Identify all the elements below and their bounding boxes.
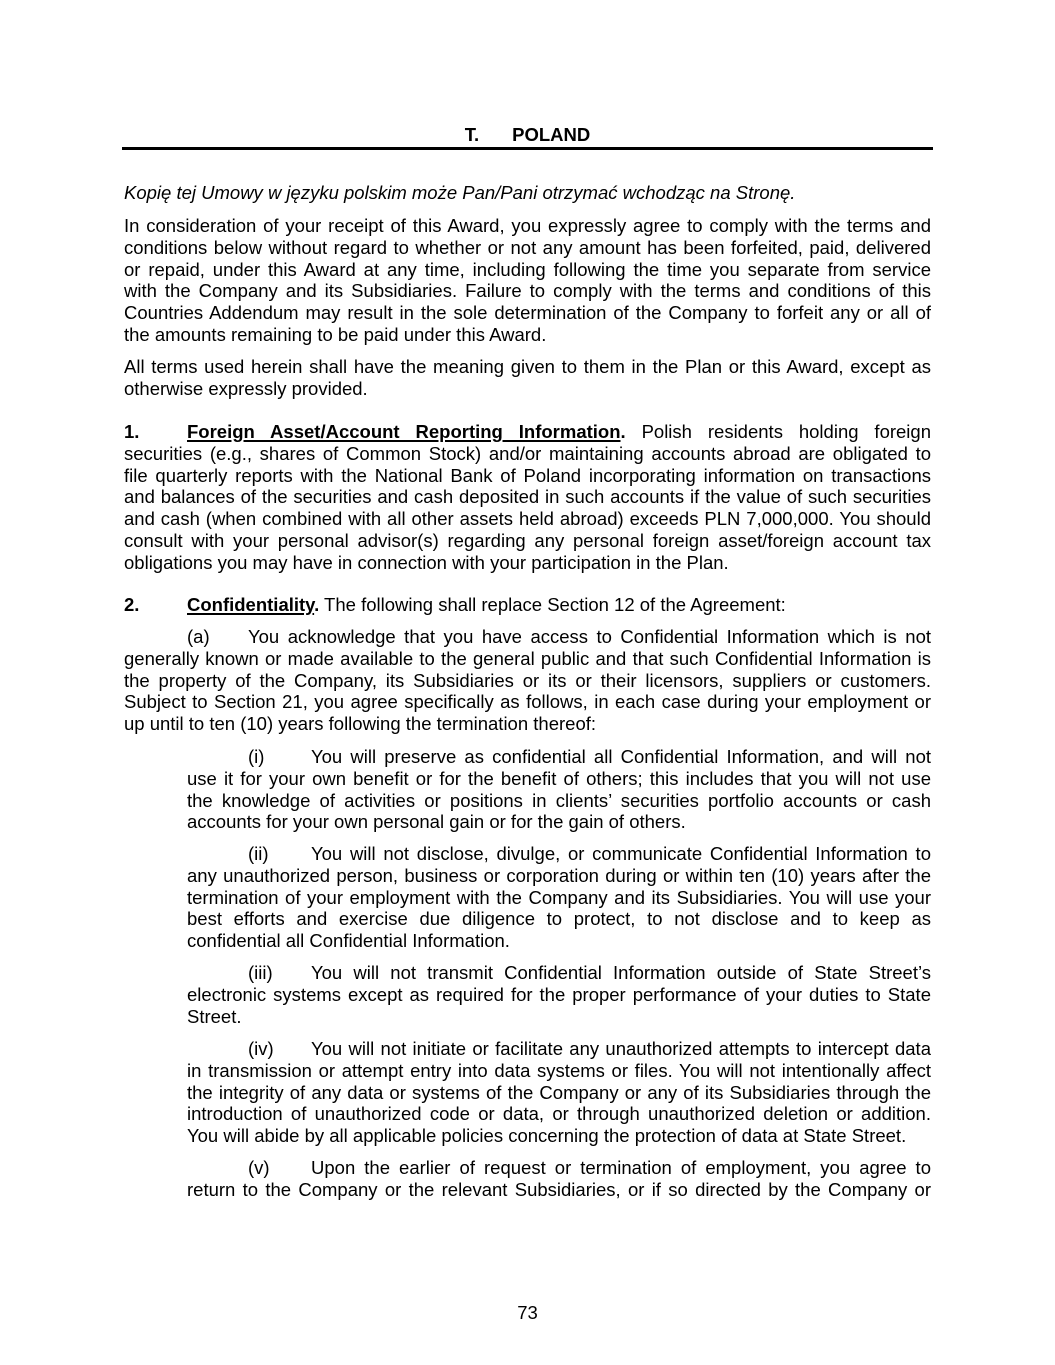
text-line: securities (e.g., shares of Common Stock) and/or maintaining accounts abroad are obligated to: [124, 442, 931, 464]
text-line: otherwise expressly provided.: [124, 377, 368, 399]
clause-lead-text: You will not transmit Confidential Information outside of State Street’s: [311, 962, 931, 983]
clause-label: (iii): [248, 962, 273, 983]
text-line: Subject to Section 21, you agree specifically as follows, in each case during your employment or: [124, 691, 931, 713]
text-line: up until to ten (10) years following the termination thereof:: [124, 713, 597, 735]
text-line: introduction of unauthorized code or data, or through unauthorized deletion or addition.: [187, 1103, 931, 1125]
text-line: any unauthorized person, business or corporation during or within ten (10) years after the: [187, 864, 931, 886]
text-line: conditions below without regard to whether or not any amount has been forfeited, paid, delivered: [124, 236, 931, 258]
text-line: and balances of the securities and cash deposited in such accounts if the value of such securities: [124, 486, 931, 508]
text-line: return to the Company or the relevant Subsidiaries, or if so directed by the Company or: [187, 1178, 931, 1200]
text-line: [187, 1157, 931, 1179]
section-heading: [0, 124, 1055, 146]
text-line: [187, 843, 931, 865]
text-line: Street.: [187, 1005, 242, 1027]
clause-label: (i): [248, 746, 265, 767]
clause-lead-text: You will not disclose, divulge, or communicate Confidential Information to: [311, 843, 931, 864]
text-line: in transmission or attempt entry into data systems or files. You will not intentionally affect: [187, 1059, 931, 1081]
text-line: In consideration of your receipt of this Award, you expressly agree to comply with the terms and: [124, 215, 931, 236]
clause-label: (iv): [248, 1038, 274, 1059]
text-line: best efforts and exercise due diligence to protect, to not disclose and to keep as: [187, 908, 931, 930]
text-line: generally known or made available to the general public and that such Confidential Information is: [124, 647, 931, 669]
text-line: All terms used herein shall have the meaning given to them in the Plan or this Award, except as: [124, 356, 931, 377]
text-line: [124, 626, 931, 648]
text-line: the amounts remaining to be paid under this Award.: [124, 323, 547, 345]
section-lead-text: Polish residents holding foreign: [625, 421, 931, 442]
sub-clause-v: [187, 1157, 931, 1201]
terms-paragraph: [124, 356, 931, 400]
heading-letter: T.: [464, 124, 480, 145]
section-number: 1.: [124, 421, 140, 442]
text-line: the knowledge of activities or positions in clients’ securities portfolio accounts or cash: [187, 789, 931, 811]
consideration-paragraph: [124, 215, 931, 346]
section-title-period: .: [620, 421, 626, 442]
page-number: 73: [517, 1302, 538, 1323]
section-2: [124, 594, 931, 616]
text-line: [187, 962, 931, 984]
heading-country: POLAND: [512, 124, 591, 145]
text-line: or repaid, under this Award at any time, including following the time you separate from service: [124, 258, 931, 280]
clause-lead-text: You will not initiate or facilitate any unauthorized attempts to intercept data: [311, 1038, 931, 1059]
text-line: consult with your personal advisor(s) regarding any personal foreign asset/foreign account tax: [124, 529, 931, 551]
sub-clause-ii: [187, 843, 931, 952]
text-line: the property of the Company, its Subsidiaries or its or their licensors, suppliers or customers.: [124, 669, 931, 691]
clause-label: (v): [248, 1157, 270, 1178]
text-line: the integrity of any data or systems of the Company or any of its Subsidiaries through the: [187, 1081, 931, 1103]
section-lead-text: The following shall replace Section 12 of the Agreement:: [319, 594, 786, 615]
section-title: [187, 594, 319, 615]
text-line: termination of your employment with the Company and its Subsidiaries. You will use your: [187, 886, 931, 908]
text-line: [187, 746, 931, 768]
text-line: [124, 594, 931, 616]
text-line: and cash (when combined with all other assets held abroad) exceeds PLN 7,000,000. You should: [124, 508, 931, 530]
section-number: 2.: [124, 594, 140, 615]
clause-label: (ii): [248, 843, 269, 864]
clause-label: (a): [187, 626, 210, 647]
heading-rule: [122, 147, 933, 150]
text-line: Kopię tej Umowy w języku polskim może Pan/Pani otrzymać wchodząc na Stronę.: [124, 182, 796, 203]
sub-clause-i: [187, 746, 931, 833]
clause-lead-text: You acknowledge that you have access to Confidential Information which is not: [248, 626, 931, 647]
text-line: file quarterly reports with the National Bank of Poland incorporating information on transactions: [124, 464, 931, 486]
section-title-text: Confidentiality: [187, 594, 315, 615]
sub-clause-iii: [187, 962, 931, 1027]
text-line: with the Company and its Subsidiaries. Failure to comply with the terms and conditions of this: [124, 280, 931, 302]
clause-lead-text: Upon the earlier of request or termination of employment, you agree to: [311, 1157, 931, 1178]
text-line: accounts for your own personal gain or for the gain of others.: [187, 811, 686, 833]
polish-notice: [124, 182, 931, 204]
text-line: [187, 1038, 931, 1060]
text-line: electronic systems except as required for the proper performance of your duties to State: [187, 983, 931, 1005]
section-title-period: .: [314, 594, 320, 615]
clause-a: [124, 626, 931, 735]
sub-clause-iv: [187, 1038, 931, 1147]
clause-lead-text: You will preserve as confidential all Confidential Information, and will not: [311, 746, 931, 767]
text-line: use it for your own benefit or for the benefit of others; this includes that you will not use: [187, 767, 931, 789]
section-title-text: Foreign Asset/Account Reporting Information: [187, 421, 621, 442]
section-1: [124, 421, 931, 574]
text-line: confidential all Confidential Information.: [187, 930, 510, 952]
text-line: [124, 421, 931, 443]
text-line: obligations you may have in connection with your participation in the Plan.: [124, 551, 729, 573]
text-line: You will abide by all applicable policies concerning the protection of data at State Street.: [187, 1125, 907, 1147]
section-title: [187, 421, 626, 442]
text-line: Countries Addendum may result in the sole determination of the Company to forfeit any or all of: [124, 302, 931, 324]
